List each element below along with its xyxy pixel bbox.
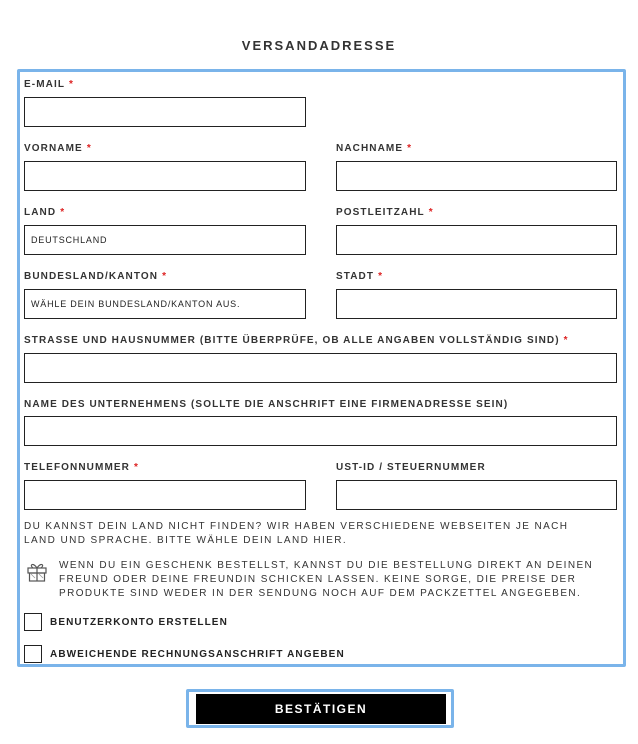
create-account-label[interactable]: BENUTZERKONTO ERSTELLEN <box>50 617 228 628</box>
confirm-button[interactable]: BESTÄTIGEN <box>196 694 446 724</box>
create-account-checkbox[interactable] <box>24 613 42 631</box>
country-note[interactable] <box>24 520 568 548</box>
required-mark: * <box>407 143 413 154</box>
postal-code-field[interactable] <box>336 225 617 255</box>
country-note-line: DU KANNST DEIN LAND NICHT FINDEN? WIR HABEN VERSCHIEDENE WEBSEITEN JE NACH <box>24 521 569 532</box>
nachname-label: NACHNAME * <box>336 143 413 154</box>
billing-address-label[interactable]: ABWEICHENDE RECHNUNGSANSCHRIFT ANGEBEN <box>50 649 345 660</box>
email-field[interactable] <box>24 97 306 127</box>
required-mark: * <box>162 271 168 282</box>
country-note-line: LAND UND SPRACHE. BITTE WÄHLE DEIN LAND HIER. <box>24 535 348 546</box>
street-field[interactable] <box>24 353 617 383</box>
tax-id-field[interactable] <box>336 480 617 510</box>
vorname-label: VORNAME * <box>24 143 92 154</box>
ustid-label: UST-ID / STEUERNUMMER <box>336 462 486 473</box>
required-mark: * <box>69 79 75 90</box>
gift-note-line: PRODUKTE SIND WEDER IN DER SENDUNG NOCH AUF DEM PACKZETTEL ANGEGEBEN. <box>59 588 582 599</box>
state-select[interactable]: WÄHLE DEIN BUNDESLAND/KANTON AUS. <box>24 289 306 319</box>
required-mark: * <box>428 207 434 218</box>
stadt-label: STADT * <box>336 271 384 282</box>
country-select[interactable]: DEUTSCHLAND <box>24 225 306 255</box>
billing-address-checkbox[interactable] <box>24 645 42 663</box>
gift-note-line: FREUND ODER DEINE FREUNDIN SCHICKEN LASSEN. KEINE SORGE, DIE PREISE DER <box>59 574 577 585</box>
land-label: LAND * <box>24 207 66 218</box>
gift-note <box>59 559 593 601</box>
company-field[interactable] <box>24 416 617 446</box>
telefon-label: TELEFONNUMMER * <box>24 462 139 473</box>
page-title: VERSANDADRESSE <box>241 38 397 53</box>
plz-label: POSTLEITZAHL * <box>336 207 434 218</box>
required-mark: * <box>60 207 66 218</box>
gift-icon <box>26 560 48 582</box>
phone-field[interactable] <box>24 480 306 510</box>
required-mark: * <box>563 335 569 346</box>
city-field[interactable] <box>336 289 617 319</box>
gift-note-line: WENN DU EIN GESCHENK BESTELLST, KANNST DU DIE BESTELLUNG DIREKT AN DEINEN <box>59 560 594 571</box>
strasse-label: STRASSE UND HAUSNUMMER (BITTE ÜBERPRÜFE, OB ALLE ANGABEN VOLLSTÄNDIG SIND) * <box>24 335 569 346</box>
email-label: E-MAIL * <box>24 79 75 90</box>
bundesland-label: BUNDESLAND/KANTON * <box>24 271 168 282</box>
last-name-field[interactable] <box>336 161 617 191</box>
company-label: NAME DES UNTERNEHMENS (SOLLTE DIE ANSCHRIFT EINE FIRMENADRESSE SEIN) <box>24 399 509 410</box>
required-mark: * <box>86 143 92 154</box>
required-mark: * <box>133 462 139 473</box>
required-mark: * <box>378 271 384 282</box>
first-name-field[interactable] <box>24 161 306 191</box>
